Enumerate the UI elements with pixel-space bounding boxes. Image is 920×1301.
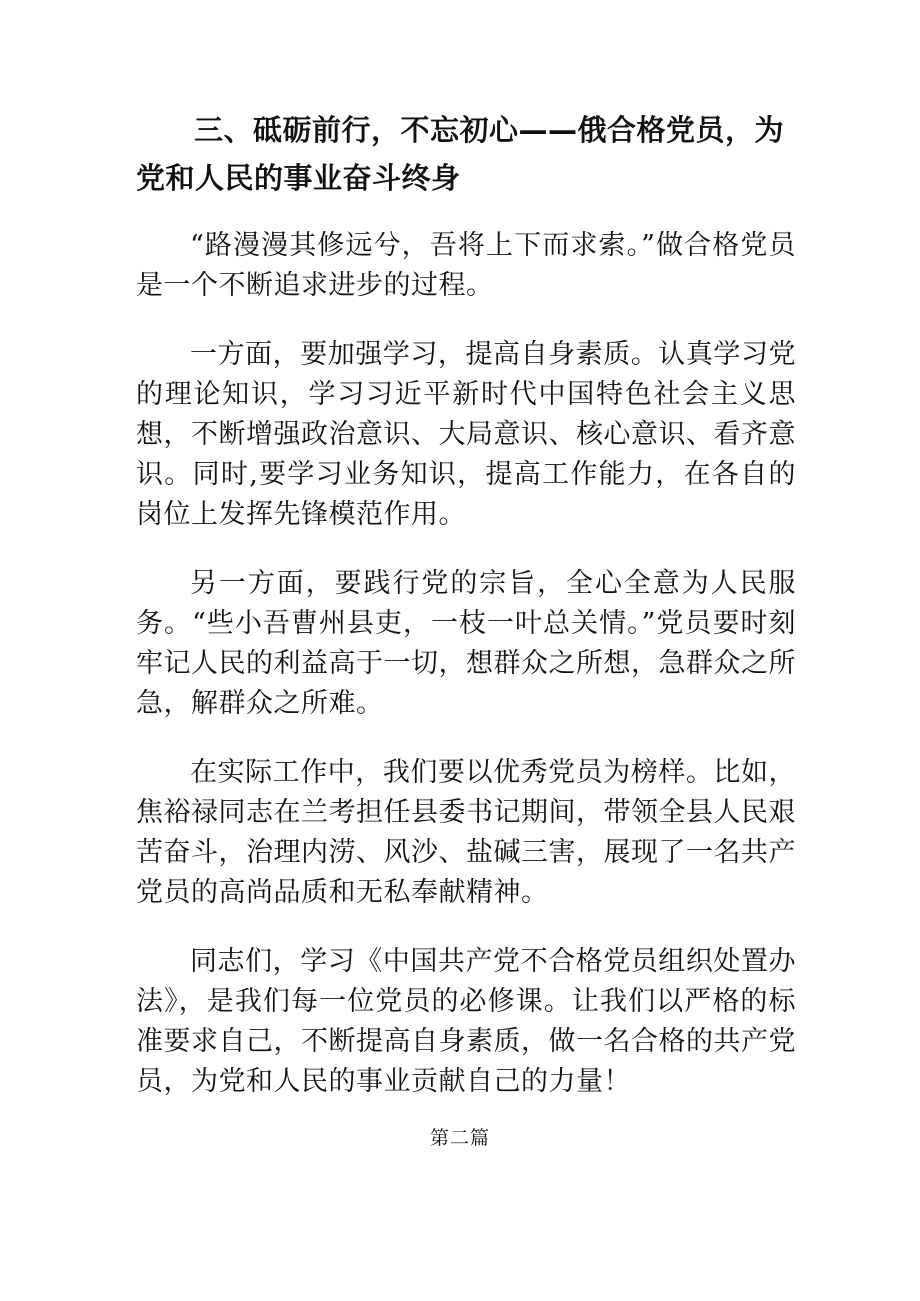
paragraph-study: 一方面，要加强学习，提高自身素质。认真学习党的理论知识，学习习近平新时代中国特色社会主义思想，不断增强政治意识、大局意识、核心意识、看齐意识。同时,要学习业务知识，提高工作能力，在各自的岗位上发挥先锋模范作用。	[136, 339, 796, 530]
paragraph-conclusion: 同志们，学习《中国共产党不合格党员组织处置办法》，是我们每一位党员的必修课。让我们以严格的标准要求自己，不断提高自身素质，做一名合格的共产党员，为党和人民的事业贡献自己的力量！	[136, 946, 796, 1097]
paragraph-serve-people: 另一方面，要践行党的宗旨，全心全意为人民服务。“些小吾曹州县吏，一枝一叶总关情。”党员要时刻牢记人民的利益高于一切，想群众之所想，急群众之所急，解群众之所难。	[136, 568, 796, 719]
section-heading: 三、砥砺前行，不忘初心——俄合格党员，为党和人民的事业奋斗终身	[136, 113, 785, 195]
document-body	[136, 106, 796, 1102]
paragraph-quote: “路漫漫其修远兮，吾将上下而求索。”做合格党员是一个不断追求进步的过程。	[136, 230, 796, 301]
paragraph-role-model: 在实际工作中，我们要以优秀党员为榜样。比如，焦裕禄同志在兰考担任县委书记期间，带领全县人民艰苦奋斗，治理内涝、风沙、盐碱三害，展现了一名共产党员的高尚品质和无私奉献精神。	[136, 757, 796, 908]
section-label: 第二篇	[429, 1127, 490, 1149]
